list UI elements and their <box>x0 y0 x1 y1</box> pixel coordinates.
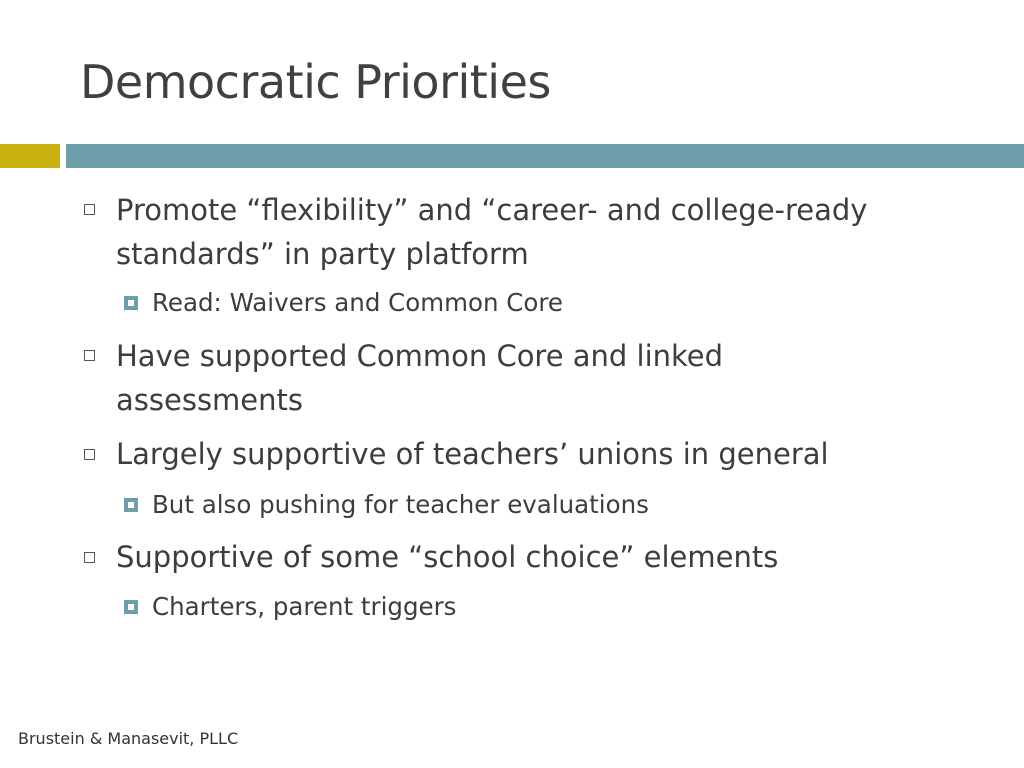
filled-square-icon <box>124 600 138 614</box>
bullet-item: Promote “flexibility” and “career- and college-ready standards” in party platform <box>116 193 868 271</box>
hollow-square-icon <box>84 449 95 460</box>
bullet-item: Largely supportive of teachers’ unions in general <box>116 437 829 471</box>
sub-bullet-item: Read: Waivers and Common Core <box>152 288 563 317</box>
sub-bullet-item: Charters, parent triggers <box>152 592 457 621</box>
slide-title: Democratic Priorities <box>80 55 551 109</box>
filled-square-icon <box>124 498 138 512</box>
hollow-square-icon <box>84 552 95 563</box>
bullet-item: Supportive of some “school choice” elements <box>116 540 779 574</box>
filled-square-icon <box>124 296 138 310</box>
hollow-square-icon <box>84 204 95 215</box>
hollow-square-icon <box>84 350 95 361</box>
sub-bullet-item: But also pushing for teacher evaluations <box>152 490 649 519</box>
footer-firm-name: Brustein & Manasevit, PLLC <box>18 729 239 748</box>
bullet-item: Have supported Common Core and linked assessments <box>116 339 724 417</box>
